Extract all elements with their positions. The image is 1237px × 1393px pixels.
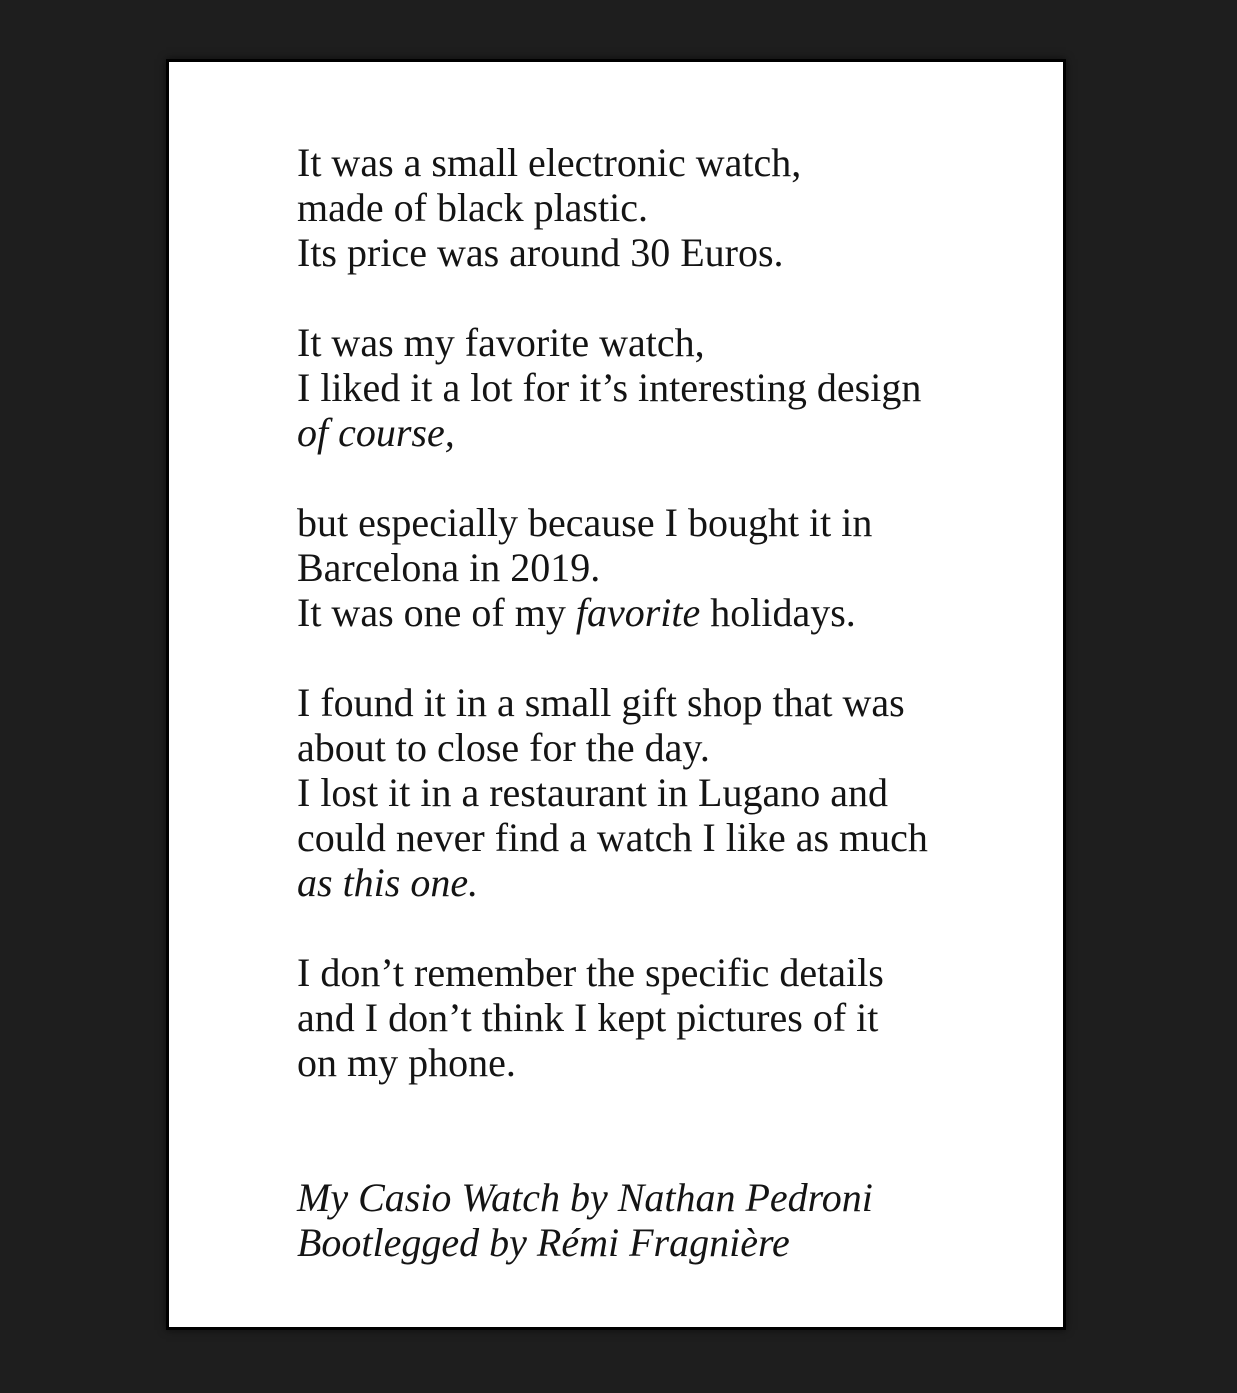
stanza2-line3: of course, bbox=[297, 410, 455, 455]
stanza2-line2: I liked it a lot for it’s interesting design bbox=[297, 365, 922, 410]
stanza3-line2: Barcelona in 2019. bbox=[297, 545, 601, 590]
poster-sheet bbox=[166, 59, 1066, 1330]
stanza3-line3-end: holidays. bbox=[700, 590, 856, 635]
stanza4-line5: as this one. bbox=[297, 860, 479, 905]
stanza3-line3 bbox=[297, 590, 1037, 635]
stanza4-line4: could never find a watch I like as much bbox=[297, 815, 928, 860]
stanza5-line1: I don’t remember the specific details bbox=[297, 950, 884, 995]
credits-gap bbox=[297, 1085, 1037, 1175]
poem-text bbox=[297, 140, 1037, 1265]
stanza-gap bbox=[297, 455, 1037, 500]
stanza-gap bbox=[297, 635, 1037, 680]
stanza-gap bbox=[297, 275, 1037, 320]
stanza4-line3: I lost it in a restaurant in Lugano and bbox=[297, 770, 888, 815]
stanza-gap bbox=[297, 905, 1037, 950]
stanza3-line1: but especially because I bought it in bbox=[297, 500, 873, 545]
stanza5-line2: and I don’t think I kept pictures of it bbox=[297, 995, 879, 1040]
stanza2-line1: It was my favorite watch, bbox=[297, 320, 705, 365]
stanza4-line1: I found it in a small gift shop that was bbox=[297, 680, 905, 725]
stanza3-line3-emphasis: favorite bbox=[575, 590, 701, 635]
credits-bootleg-line: Bootlegged by Rémi Fragnière bbox=[297, 1220, 790, 1265]
stanza1-line1: It was a small electronic watch, bbox=[297, 140, 802, 185]
stanza4-line2: about to close for the day. bbox=[297, 725, 710, 770]
stanza3-line3-start: It was one of my bbox=[297, 590, 576, 635]
stanza5-line3: on my phone. bbox=[297, 1040, 516, 1085]
stanza1-line2: made of black plastic. bbox=[297, 185, 648, 230]
credits-title-line: My Casio Watch by Nathan Pedroni bbox=[297, 1175, 873, 1220]
stanza1-line3: Its price was around 30 Euros. bbox=[297, 230, 784, 275]
